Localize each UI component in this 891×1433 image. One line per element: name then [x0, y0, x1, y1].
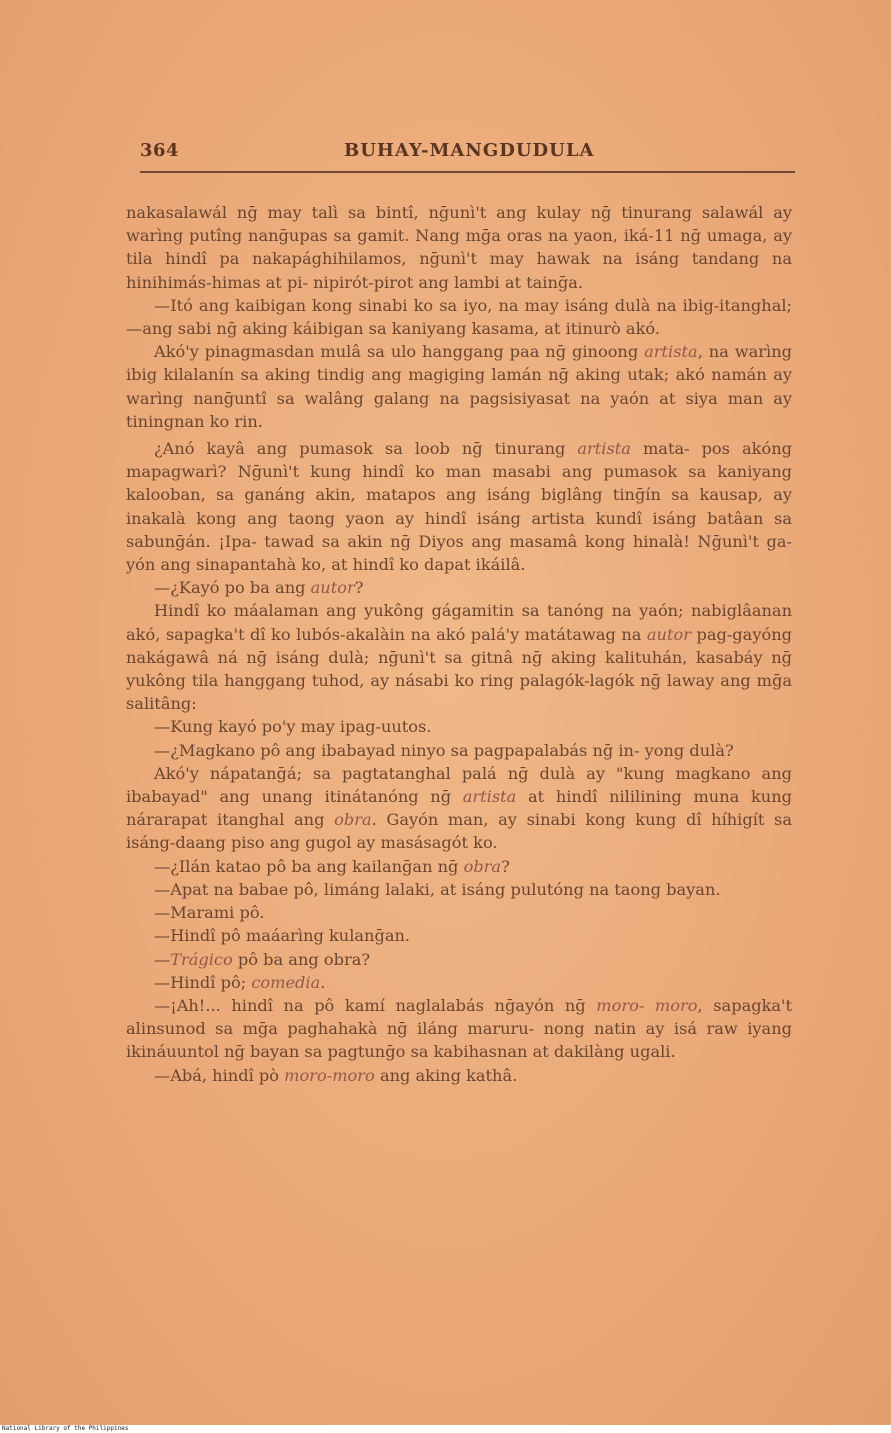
italic-term: artista	[577, 439, 631, 459]
paragraph	[126, 994, 792, 1064]
footer-credit: National Library of the Philippines	[2, 1425, 129, 1432]
text-run: —¡Ah!... hindî na pô kamí naglalabás nḡayón nḡ	[154, 995, 597, 1015]
italic-term: moro-moro	[284, 1065, 375, 1085]
paragraph	[126, 971, 792, 994]
paragraph	[126, 762, 792, 855]
text-run: ang aking kathâ.	[374, 1065, 518, 1085]
footer-bar	[0, 1425, 891, 1433]
text-run: Akó'y nápatanḡá; sa pagtatanghal palá nḡ dulà ay "kung magkano ang ibabayad" ang unang itinátanóng nḡ	[126, 763, 792, 807]
paragraph	[126, 901, 792, 924]
italic-term: obra	[334, 810, 372, 830]
italic-term: autor	[310, 578, 355, 598]
paragraph	[126, 878, 792, 901]
text-run: —Hindî pô maáarìng kulanḡan.	[154, 926, 411, 946]
text-run: . Gayón man, ay sinabi kong kung dî híhigít sa isáng-daang piso ang gugol ay masásagót ko.	[126, 810, 792, 853]
text-run: nakasalawál nḡ may talì sa bintî, nḡunì't ang kulay nḡ tinurang salawál ay warìng putîng nanḡupas sa gamit. Nang mḡa oras na yaon, iká-11 nḡ umaga, ay tila hindî pa nakapághihilamos, nḡunì't may hawak na isáng tandang na hinihimás-himas at pi- nipirót-pirot ang lambi at tainḡa.	[126, 203, 792, 292]
text-run: —¿Kayó po ba ang	[154, 578, 311, 598]
italic-term: artista	[644, 342, 698, 362]
text-run: pag-gayóng nakágawâ ná nḡ isáng dulà; nḡunì't sa gitnâ nḡ aking kalituhán, kasabáy nḡ yukông tila hanggang tuhod, ay násabi ko ring palagók-lagók nḡ laway ang mḡa salitâng:	[126, 624, 792, 714]
text-run: ¿Anó kayâ ang pumasok sa loob nḡ tinurang	[154, 439, 578, 459]
italic-term: artista	[462, 787, 517, 807]
text-run: at hindî nililining muna kung nárarapat itanghal ang	[126, 787, 792, 830]
text-run: —Kung kayó po'y may ipag-uutos.	[154, 717, 432, 737]
paragraph	[126, 924, 792, 947]
paragraph	[126, 599, 792, 715]
paragraph	[126, 948, 792, 971]
paragraph	[126, 437, 792, 576]
text-run: mata- pos akóng mapagwarì? Nḡunì't kung hindî ko man masabi ang pumasok sa kaniyang kalooban, sa ganáng akin, matapos ang isáng biglâng tinḡín sa kausap, ay inakalà kong ang taong yaon ay hindî isáng artista kundî isáng batâan sa sabunḡán. ¡Ipa- tawad sa akin nḡ Diyos ang masamâ kong hinalà! Nḡunì't ga- yón ang sinapantahà ko, at hindî ko dapat ikáilâ.	[126, 439, 792, 575]
running-title: BUHAY-MANGDUDULA	[344, 140, 595, 161]
page-number: 364	[140, 140, 180, 161]
italic-term: moro- moro	[596, 995, 698, 1015]
text-run: —Itó ang kaibigan kong sinabi ko sa iyo, na may isáng dulà na ibig-itanghal;—ang sabi nḡ aking káibigan sa kaniyang kasama, at itinurò akó.	[126, 295, 792, 339]
text-run: —¿Ilán katao pô ba ang kailanḡan nḡ	[154, 856, 464, 876]
text-run: Hindî ko máalaman ang yukông gágamitin sa tanóng na yaón; nabiglâanan akó, sapagka't dî ko lubós-akalàin na akó palá'y matátawag na	[126, 601, 792, 644]
text-run: .	[320, 972, 326, 992]
italic-term: autor	[646, 624, 691, 644]
header-rule	[140, 171, 795, 173]
text-run: —Hindî pô;	[154, 972, 252, 992]
paragraph	[126, 855, 792, 878]
body-text	[126, 201, 792, 1087]
paragraph	[126, 294, 792, 340]
text-run: , na warìng ibig kilalanín sa aking tindig ang magiging lamán nḡ aking utak; akó namán ay warìng nanḡuntî sa walâng galang na pagsisiyasat na yaón at siya man ay tiningnan ko rin.	[126, 342, 792, 431]
italic-term: obra	[463, 856, 502, 876]
text-run: —Marami pô.	[154, 903, 265, 923]
text-run: pô ba ang obra?	[232, 949, 371, 969]
italic-term: Trágico	[170, 949, 233, 969]
text-run: ?	[501, 856, 510, 876]
page-header	[140, 140, 795, 166]
text-run: —	[154, 949, 171, 969]
paragraph	[126, 739, 792, 762]
text-run: , sapagka't alinsunod sa mḡa paghahakà nḡ iláng maruru- nong natin ay isá raw iyang ikináuuntol nḡ bayan sa pagtunḡo sa kabihasnan at dakilàng ugali.	[126, 995, 792, 1062]
text-run: ?	[354, 578, 364, 598]
text-run: —Abá, hindî pò	[154, 1065, 285, 1085]
text-run: —¿Magkano pô ang ibabayad ninyo sa pagpapalabás nḡ in- yong dulà?	[154, 740, 734, 760]
paragraph	[126, 201, 792, 294]
italic-term: comedia	[251, 972, 321, 992]
paragraph	[126, 715, 792, 738]
paragraph	[126, 1064, 792, 1087]
text-run: Akó'y pinagmasdan mulâ sa ulo hanggang paa nḡ ginoong	[154, 342, 645, 362]
paragraph	[126, 340, 792, 433]
paragraph	[126, 576, 792, 599]
text-run: —Apat na babae pô, limáng lalaki, at isáng pulutóng na taong bayan.	[154, 879, 721, 899]
